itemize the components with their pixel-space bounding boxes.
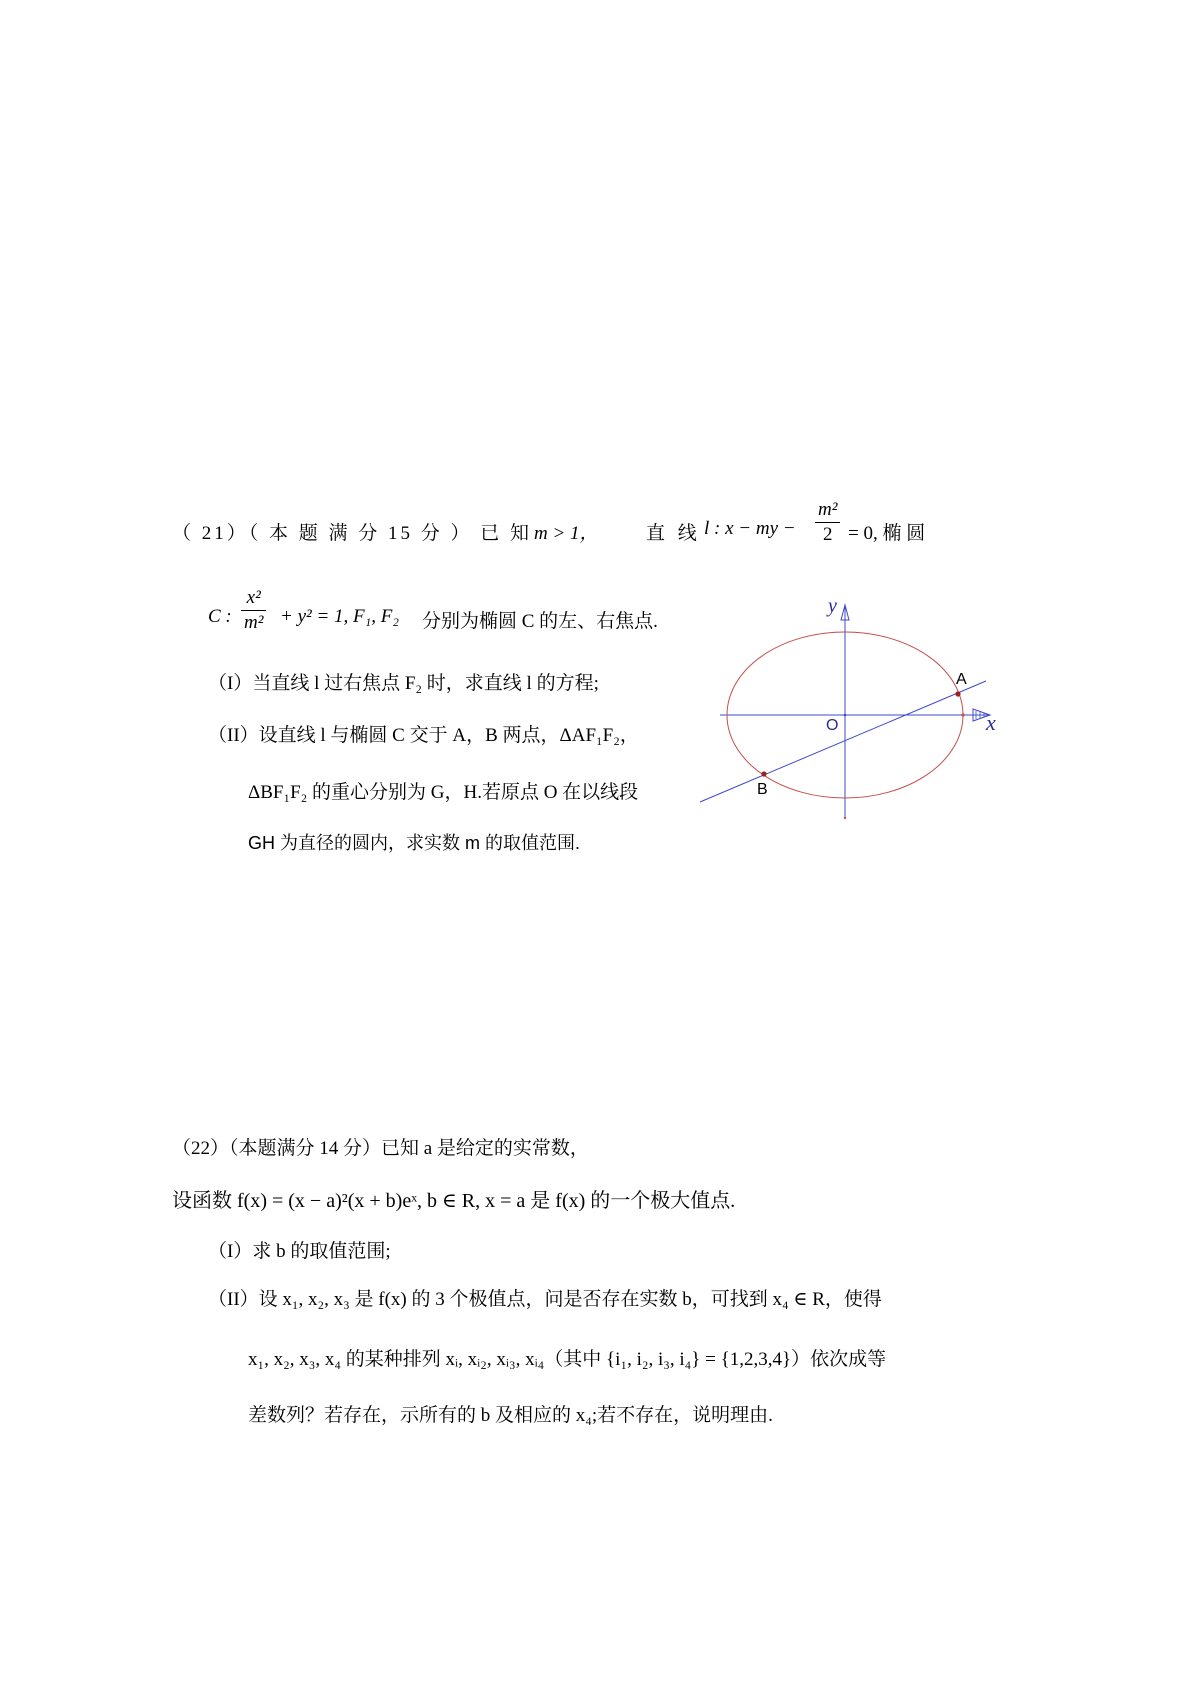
label-A: A — [956, 671, 967, 688]
line-frac-denominator: 2 — [822, 523, 833, 545]
problem21-cond1: m > 1， — [534, 523, 599, 544]
problem21-ellipse-line — [208, 588, 688, 648]
ellipse-fraction — [241, 588, 266, 633]
label-O: O — [826, 717, 839, 734]
problem22-part2-line2: x₁, x₂, x₃, x₄ 的某种排列 xᵢ, xᵢ₂, xᵢ₃, xᵢ₄（其中 {i₁, i₂, i₃, i₄} = {1,2,3,4}）依次成等 — [248, 1349, 887, 1370]
label-y: y — [828, 595, 837, 617]
problem21-part2-line1: （II）设直线 l 与椭圆 C 交于 A，B 两点，ΔAF₁F₂， — [208, 725, 639, 746]
point-B — [761, 771, 766, 776]
ellipse-figure — [690, 590, 1010, 830]
problem22-header: （22）（本题满分 14 分）已知 a 是给定的实常数， — [172, 1138, 589, 1159]
ellipse-eq-right: + y² = 1, F₁, F₂ — [280, 606, 399, 627]
line-frac-numerator: m² — [815, 500, 840, 523]
label-x: x — [986, 710, 996, 735]
ellipse-text: 分别为椭圆 C 的左、右焦点. — [422, 611, 658, 632]
problem22-part1: （I）求 b 的取值范围; — [208, 1241, 391, 1262]
line-l — [700, 681, 986, 802]
problem21-part2-line3: GH 为直径的圆内，求实数 m 的取值范围. — [248, 833, 580, 853]
ellipse-frac-numerator: x² — [241, 588, 266, 611]
ellipse-frac-denominator: m² — [244, 611, 264, 633]
problem21-header-line — [172, 499, 942, 562]
point-A — [955, 691, 960, 696]
problem21-line-eq-left: l : x − my − — [704, 518, 796, 539]
problem21-line-eq-right: = 0, 椭 圆 — [848, 523, 926, 544]
problem22-setup: 设函数 f(x) = (x − a)²(x + b)eˣ, b ∈ R, x = a 是 f(x) 的一个极大值点. — [172, 1190, 736, 1212]
problem22-part2-line3: 差数列？若存在，示所有的 b 及相应的 x₄;若不存在，说明理由. — [248, 1405, 773, 1426]
origin-point — [844, 714, 847, 717]
problem21-line-prefix: 直 线 — [646, 523, 701, 544]
problem22-part2-line1: （II）设 x₁, x₂, x₃ 是 f(x) 的 3 个极值点，问是否存在实数 b，可找到 x₄ ∈ R，使得 — [208, 1289, 882, 1310]
problem21-part1: （I）当直线 l 过右焦点 F₂ 时，求直线 l 的方程; — [208, 673, 599, 694]
problem21-part2-line2: ΔBF₁F₂ 的重心分别为 G，H.若原点 O 在以线段 — [248, 782, 639, 803]
problem21-line-fraction — [815, 500, 840, 545]
ellipse-prefix: C : — [208, 606, 232, 627]
problem21-header: （ 21）（ 本 题 满 分 15 分 ） 已 知 — [172, 523, 533, 544]
label-B: B — [757, 781, 768, 798]
